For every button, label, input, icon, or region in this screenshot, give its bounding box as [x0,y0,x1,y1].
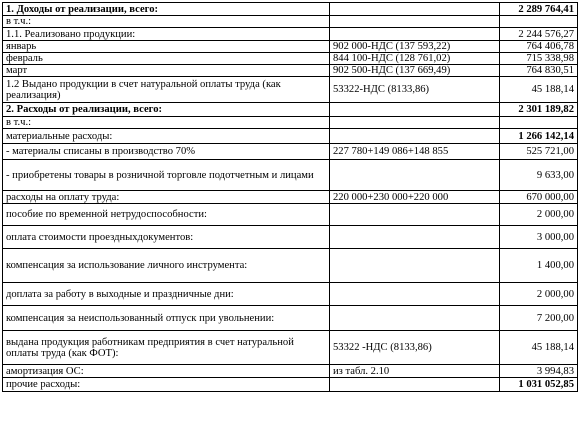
row-amount [500,117,578,129]
row-formula [330,117,500,129]
row-amount: 45 188,14 [500,331,578,365]
row-formula: 53322-НДС (8133,86) [330,77,500,103]
row-amount: 3 994,83 [500,365,578,378]
table-row [3,129,578,144]
row-label: прочие расходы: [3,378,330,392]
row-formula [330,28,500,41]
row-label: выдана продукция работникам предприятия в счет натуральной оплаты труда (как ФОТ): [3,331,330,365]
row-label: в т.ч.: [3,117,330,129]
finance-table-body [3,3,578,392]
row-amount: 1 031 052,85 [500,378,578,392]
table-row [3,249,578,283]
row-formula [330,306,500,331]
row-formula: 902 000-НДС (137 593,22) [330,41,500,53]
table-row [3,53,578,65]
row-formula [330,160,500,191]
table-row [3,204,578,226]
row-formula: 227 780+149 086+148 855 [330,144,500,160]
finance-table [2,2,578,392]
row-label: материальные расходы: [3,129,330,144]
row-label: январь [3,41,330,53]
row-amount: 525 721,00 [500,144,578,160]
row-amount: 45 188,14 [500,77,578,103]
row-label: 1.1. Реализовано продукции: [3,28,330,41]
table-row [3,160,578,191]
row-formula [330,226,500,249]
table-row [3,283,578,306]
row-formula [330,249,500,283]
table-row [3,3,578,16]
table-row [3,306,578,331]
table-row [3,41,578,53]
table-row [3,144,578,160]
row-formula: 844 100-НДС (128 761,02) [330,53,500,65]
row-label: март [3,65,330,77]
table-row [3,117,578,129]
row-formula: 220 000+230 000+220 000 [330,191,500,204]
row-amount: 2 000,00 [500,283,578,306]
row-label: компенсация за неиспользованный отпуск при увольнении: [3,306,330,331]
row-formula [330,16,500,28]
row-amount: 9 633,00 [500,160,578,191]
row-amount: 764 406,78 [500,41,578,53]
row-amount: 2 000,00 [500,204,578,226]
row-formula [330,103,500,117]
row-amount: 764 830,51 [500,65,578,77]
row-formula: 902 500-НДС (137 669,49) [330,65,500,77]
row-formula [330,204,500,226]
table-row [3,77,578,103]
table-row [3,103,578,117]
row-label: - материалы списаны в производство 70% [3,144,330,160]
table-row [3,191,578,204]
row-formula [330,378,500,392]
row-amount [500,16,578,28]
row-formula: из табл. 2.10 [330,365,500,378]
table-row [3,331,578,365]
table-row [3,378,578,392]
table-row [3,365,578,378]
row-label: 2. Расходы от реализации, всего: [3,103,330,117]
row-label: оплата стоимости проездныхдокументов: [3,226,330,249]
row-amount: 3 000,00 [500,226,578,249]
row-label: доплата за работу в выходные и праздничные дни: [3,283,330,306]
row-amount: 7 200,00 [500,306,578,331]
row-label: в т.ч.: [3,16,330,28]
row-label: компенсация за использование личного инструмента: [3,249,330,283]
row-label: 1.2 Выдано продукции в счет натуральной оплаты труда (как реализация) [3,77,330,103]
table-row [3,226,578,249]
row-amount: 1 400,00 [500,249,578,283]
table-row [3,16,578,28]
row-formula [330,129,500,144]
row-label: амортизация ОС: [3,365,330,378]
row-amount: 2 244 576,27 [500,28,578,41]
row-amount: 2 301 189,82 [500,103,578,117]
row-formula [330,283,500,306]
row-label: 1. Доходы от реализации, всего: [3,3,330,16]
row-label: пособие по временной нетрудоспособности: [3,204,330,226]
row-amount: 715 338,98 [500,53,578,65]
row-label: февраль [3,53,330,65]
row-amount: 2 289 764,41 [500,3,578,16]
table-row [3,65,578,77]
row-formula: 53322 -НДС (8133,86) [330,331,500,365]
row-amount: 670 000,00 [500,191,578,204]
row-amount: 1 266 142,14 [500,129,578,144]
table-row [3,28,578,41]
row-formula [330,3,500,16]
row-label: расходы на оплату труда: [3,191,330,204]
row-label: - приобретены товары в розничной торговле подотчетным и лицами [3,160,330,191]
